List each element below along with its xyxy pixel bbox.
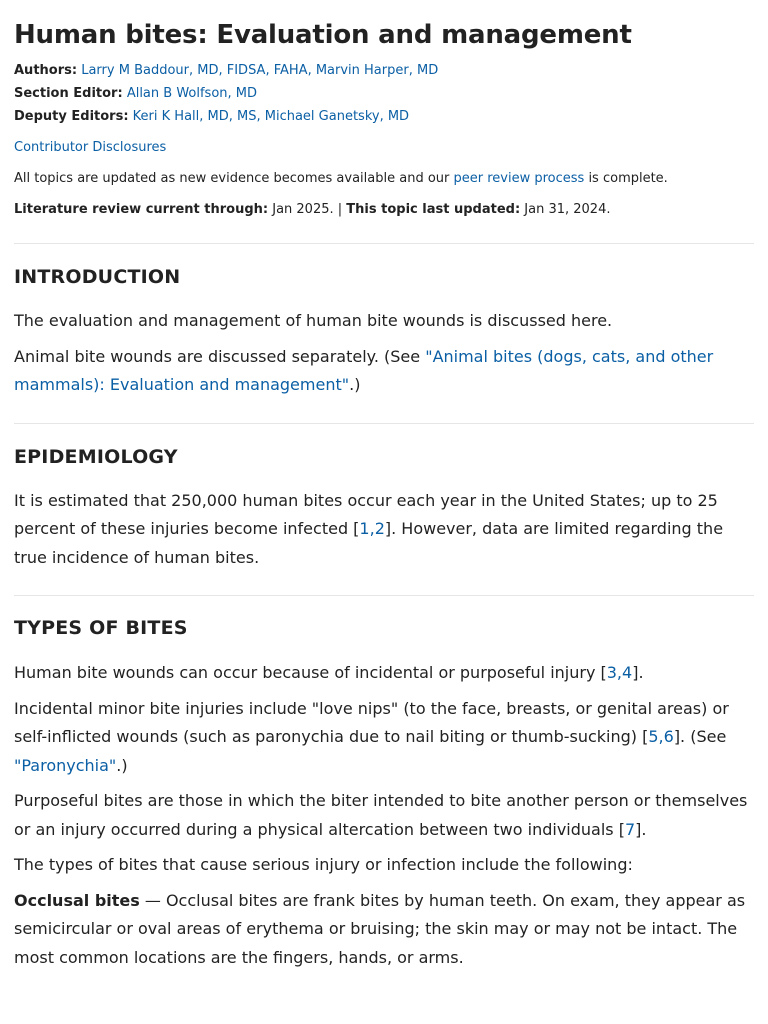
introduction-heading: INTRODUCTION (14, 266, 181, 288)
section-divider (14, 595, 754, 596)
paragraph-text: Animal bite wounds are discussed separately. (See (14, 346, 426, 366)
reference-link[interactable]: 5,6 (648, 727, 674, 746)
update-policy-note (14, 167, 754, 190)
authors-label: Authors: (14, 63, 78, 78)
types-of-bites-heading: TYPES OF BITES (14, 617, 188, 639)
deputy-editors-link[interactable]: Keri K Hall, MD, MS, Michael Ganetsky, MD (132, 109, 410, 124)
reference-link[interactable]: 7 (624, 819, 636, 839)
paragraph-text: Purposeful bites are those in which the biter intended to bite another person or themselves or an injury occurred during a physical altercation between two individuals [ (14, 791, 748, 839)
deputy-editors-label: Deputy Editors: (14, 109, 129, 124)
paronychia-topic-link[interactable]: "Paronychia" (14, 755, 117, 775)
paragraph-text: .) (349, 375, 361, 394)
update-note-tail: is complete. (584, 171, 668, 186)
paragraph-text: ]. (635, 819, 647, 839)
paragraph-text: ]. However, data are limited regarding the true incidence of human bites. (14, 519, 724, 567)
contributor-disclosures-link[interactable]: Contributor Disclosures (14, 140, 167, 155)
authors-link[interactable]: Larry M Baddour, MD, FIDSA, FAHA, Marvin Harper, MD (81, 63, 439, 78)
paragraph-text: It is estimated that 250,000 human bites occur each year in the United States; up to 25 percent of these injuries become infected [ (14, 490, 718, 538)
update-note-text: All topics are updated as new evidence becomes available and our (14, 171, 454, 186)
contributor-disclosures-row (14, 136, 754, 159)
article-credits (14, 59, 754, 128)
section-divider (14, 243, 754, 244)
paragraph-text: ]. (See (673, 727, 727, 746)
reference-link[interactable]: 3,4 (606, 663, 633, 682)
occlusal-bites-paragraph (14, 887, 754, 973)
reference-link[interactable]: 1,2 (359, 519, 385, 538)
epidemiology-heading: EPIDEMIOLOGY (14, 445, 178, 468)
types-paragraph (14, 695, 754, 781)
section-editor-label: Section Editor: (14, 86, 123, 101)
epidemiology-paragraph (14, 487, 754, 573)
animal-bites-topic-link[interactable]: "Animal bites (dogs, cats, and other mammals): Evaluation and management" (14, 346, 714, 394)
types-paragraph (14, 659, 754, 688)
lit-review-value: Jan 2025. | (268, 202, 347, 217)
paragraph-text: Human bite wounds can occur because of incidental or purposeful injury [ (14, 663, 607, 682)
paragraph-text: Incidental minor bite injuries include "love nips" (to the face, breasts, or genital areas) or self-inflicted wounds (such as paronychia due to nail biting or thumb-sucking) [ (14, 698, 729, 746)
peer-review-process-link[interactable]: peer review process (453, 171, 585, 186)
article-title: Human bites: Evaluation and management (14, 20, 632, 50)
authors-row (14, 59, 754, 82)
occlusal-bites-term: Occlusal bites (14, 890, 140, 910)
lit-review-label: Literature review current through: (14, 202, 269, 217)
paragraph-text: — Occlusal bites are frank bites by human teeth. On exam, they appear as semicircular or oval areas of erythema or bruising; the skin may or may not be intact. The most common locations are the fingers, hands, or arms. (14, 890, 746, 967)
last-updated-value: Jan 31, 2024. (520, 202, 611, 217)
section-editor-link[interactable]: Allan B Wolfson, MD (126, 86, 258, 101)
types-paragraph (14, 787, 754, 844)
section-divider (14, 423, 754, 424)
types-paragraph: The types of bites that cause serious injury or infection include the following: (14, 855, 633, 874)
last-updated-label: This topic last updated: (346, 202, 521, 217)
review-dates (14, 198, 754, 221)
paragraph-text: .) (116, 755, 128, 775)
introduction-paragraph: The evaluation and management of human bite wounds is discussed here. (14, 311, 613, 330)
deputy-editors-row (14, 105, 754, 128)
introduction-paragraph (14, 343, 754, 400)
paragraph-text: ]. (632, 663, 644, 682)
section-editor-row (14, 82, 754, 105)
